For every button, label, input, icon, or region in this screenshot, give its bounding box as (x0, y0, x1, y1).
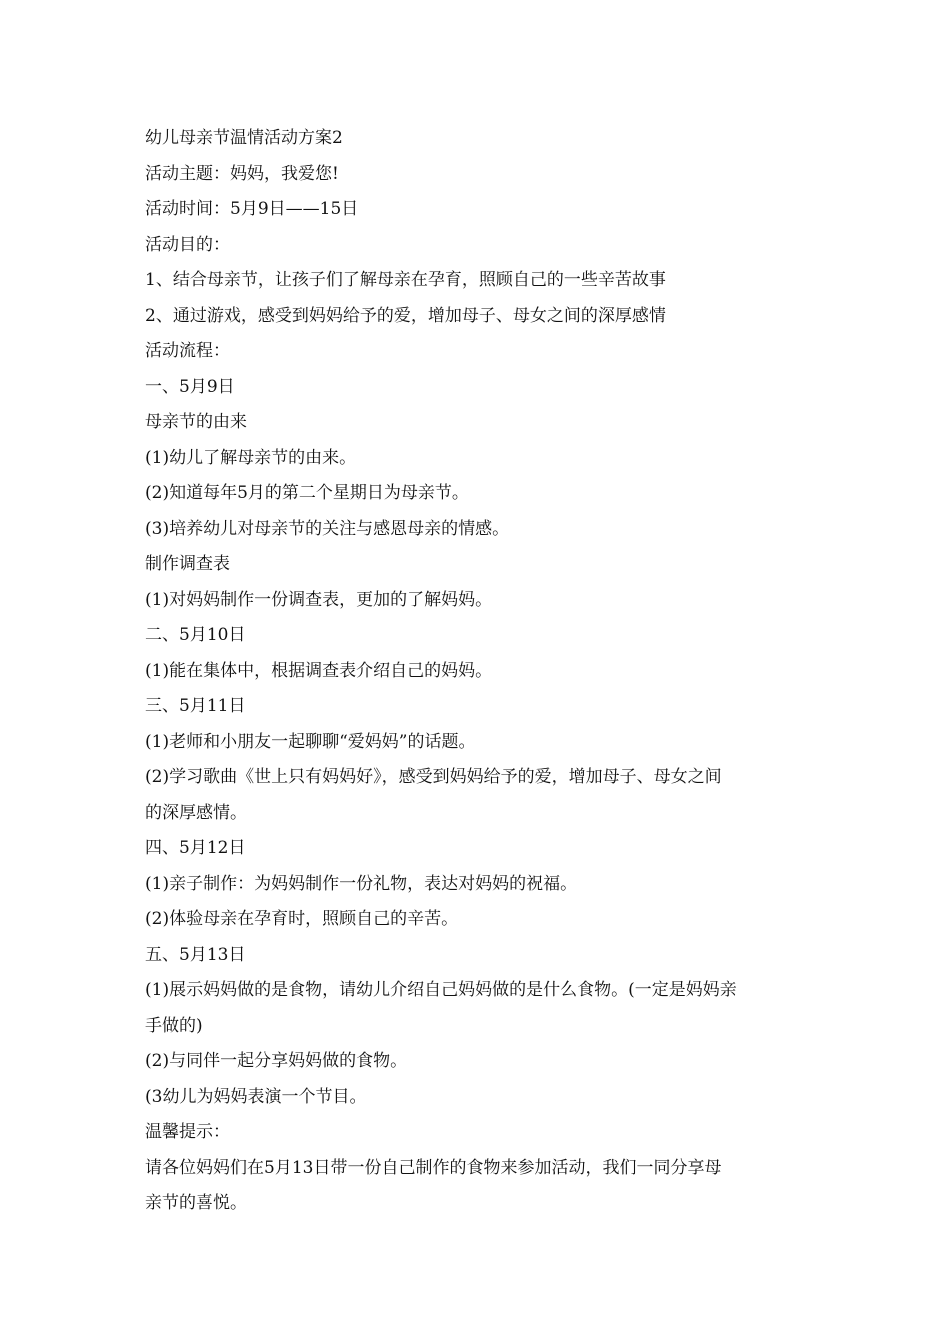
document-title: 幼儿母亲节温情活动方案2 (145, 128, 343, 148)
section-heading-process: 活动流程： (145, 341, 230, 361)
day-heading: 三、5月11日 (145, 696, 246, 716)
subheading: 制作调查表 (145, 554, 230, 574)
tip-text-continuation: 亲节的喜悦。 (145, 1193, 247, 1213)
list-item: (1)对妈妈制作一份调查表，更加的了解妈妈。 (145, 589, 493, 610)
subheading: 母亲节的由来 (145, 412, 247, 432)
list-item-continuation: 手做的) (145, 1015, 203, 1036)
list-item: (1)亲子制作：为妈妈制作一份礼物，表达对妈妈的祝福。 (145, 873, 578, 894)
day-heading: 五、5月13日 (145, 944, 246, 965)
list-item: (1)展示妈妈做的是食物，请幼儿介绍自己妈妈做的是什么食物。(一定是妈妈亲 (145, 980, 737, 1000)
list-item: (2)体验母亲在孕育时，照顾自己的辛苦。 (145, 909, 459, 929)
list-item: (1)老师和小朋友一起聊聊“爱妈妈”的话题。 (145, 731, 476, 752)
document-body (145, 121, 815, 1222)
section-heading-goals: 活动目的： (145, 234, 230, 255)
tip-text: 请各位妈妈们在5月13日带一份自己制作的食物来参加活动，我们一同分享母 (145, 1157, 722, 1178)
day-heading: 二、5月10日 (145, 625, 246, 645)
list-item: (3)培养幼儿对母亲节的关注与感恩母亲的情感。 (145, 518, 510, 539)
list-item: (3幼儿为妈妈表演一个节目。 (145, 1086, 367, 1107)
list-item: (1)能在集体中，根据调查表介绍自己的妈妈。 (145, 660, 493, 681)
list-item: (1)幼儿了解母亲节的由来。 (145, 447, 357, 468)
section-heading-tips: 温馨提示： (145, 1122, 230, 1142)
day-heading: 四、5月12日 (145, 838, 246, 858)
goal-item: 1、结合母亲节，让孩子们了解母亲在孕育，照顾自己的一些辛苦故事 (145, 270, 666, 290)
day-heading: 一、5月9日 (145, 376, 235, 397)
list-item: (2)学习歌曲《世上只有妈妈好》，感受到妈妈给予的爱，增加母子、母女之间 (145, 767, 722, 787)
activity-theme: 活动主题：妈妈，我爱您! (145, 163, 339, 184)
list-item: (2)与同伴一起分享妈妈做的食物。 (145, 1051, 408, 1071)
goal-item: 2、通过游戏，感受到妈妈给予的爱，增加母子、母女之间的深厚感情 (145, 305, 666, 326)
list-item-continuation: 的深厚感情。 (145, 802, 247, 823)
list-item: (2)知道每年5月的第二个星期日为母亲节。 (145, 483, 469, 503)
activity-time: 活动时间：5月9日——15日 (145, 199, 359, 219)
